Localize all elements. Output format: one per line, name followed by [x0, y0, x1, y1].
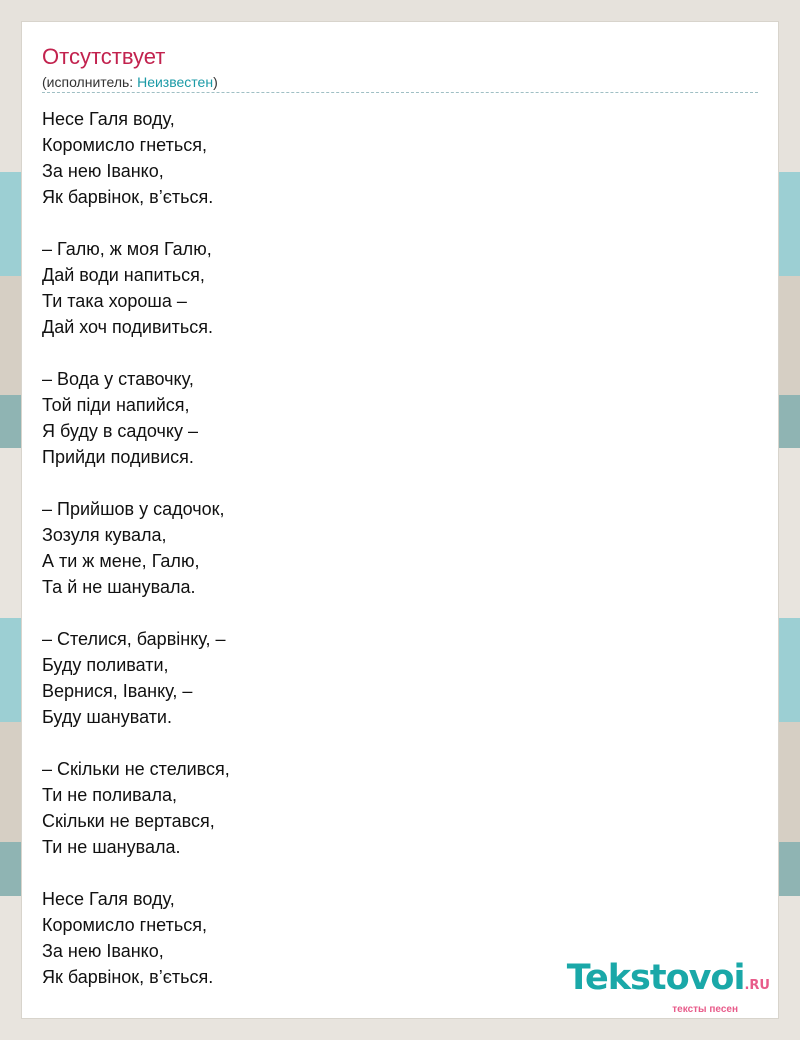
lyric-line: Коромисло гнеться,: [42, 135, 207, 155]
lyric-line: Несе Галя воду,: [42, 109, 175, 129]
lyric-line: Той піди напийся,: [42, 395, 190, 415]
site-logo[interactable]: [567, 959, 770, 1015]
lyric-line: – Галю, ж моя Галю,: [42, 239, 212, 259]
lyrics-text: [42, 106, 742, 1016]
lyric-line: Зозуля кувала,: [42, 525, 167, 545]
lyric-line: А ти ж мене, Галю,: [42, 551, 200, 571]
lyric-line: Як барвінок, в’ється.: [42, 967, 214, 987]
lyric-line: Коромисло гнеться,: [42, 915, 207, 935]
lyric-line: Прийди подивися.: [42, 447, 194, 467]
lyric-line: Буду поливати,: [42, 655, 169, 675]
artist-prefix: (исполнитель:: [42, 74, 138, 90]
lyric-line: Несе Галя воду,: [42, 889, 175, 909]
lyric-line: – Скільки не стелився,: [42, 759, 230, 779]
stanza: [42, 496, 742, 600]
lyric-line: Скільки не вертався,: [42, 811, 215, 831]
lyric-line: – Вода у ставочку,: [42, 369, 194, 389]
lyric-line: За нею Іванко,: [42, 161, 164, 181]
lyric-line: – Прийшов у садочок,: [42, 499, 225, 519]
lyric-line: Вернися, Іванку, –: [42, 681, 193, 701]
artist-line: [42, 73, 218, 91]
divider: [42, 92, 758, 93]
stanza: [42, 756, 742, 860]
artist-suffix: ): [213, 74, 218, 90]
lyric-line: – Стелися, барвінку, –: [42, 629, 226, 649]
song-title: Отсутствует: [42, 44, 166, 69]
artist-link[interactable]: Неизвестен: [137, 74, 214, 90]
lyric-line: Як барвінок, в’ється.: [42, 187, 214, 207]
logo-tld: .RU: [744, 978, 770, 993]
stanza: [42, 366, 742, 470]
stanza: [42, 106, 742, 210]
stanza: [42, 626, 742, 730]
lyric-line: Я буду в садочку –: [42, 421, 198, 441]
lyric-line: Дай хоч подивиться.: [42, 317, 213, 337]
stanza: [42, 236, 742, 340]
logo-name: Tekstovoi: [566, 958, 745, 998]
lyric-line: За нею Іванко,: [42, 941, 164, 961]
lyric-line: Дай води напиться,: [42, 265, 205, 285]
logo-tagline: тексты песен: [672, 1004, 738, 1015]
lyrics-card: [22, 22, 778, 1018]
lyric-line: Ти не шанувала.: [42, 837, 181, 857]
lyric-line: Буду шанувати.: [42, 707, 172, 727]
lyric-line: Ти не поливала,: [42, 785, 178, 805]
lyric-line: Ти така хороша –: [42, 291, 187, 311]
lyric-line: Та й не шанувала.: [42, 577, 196, 597]
